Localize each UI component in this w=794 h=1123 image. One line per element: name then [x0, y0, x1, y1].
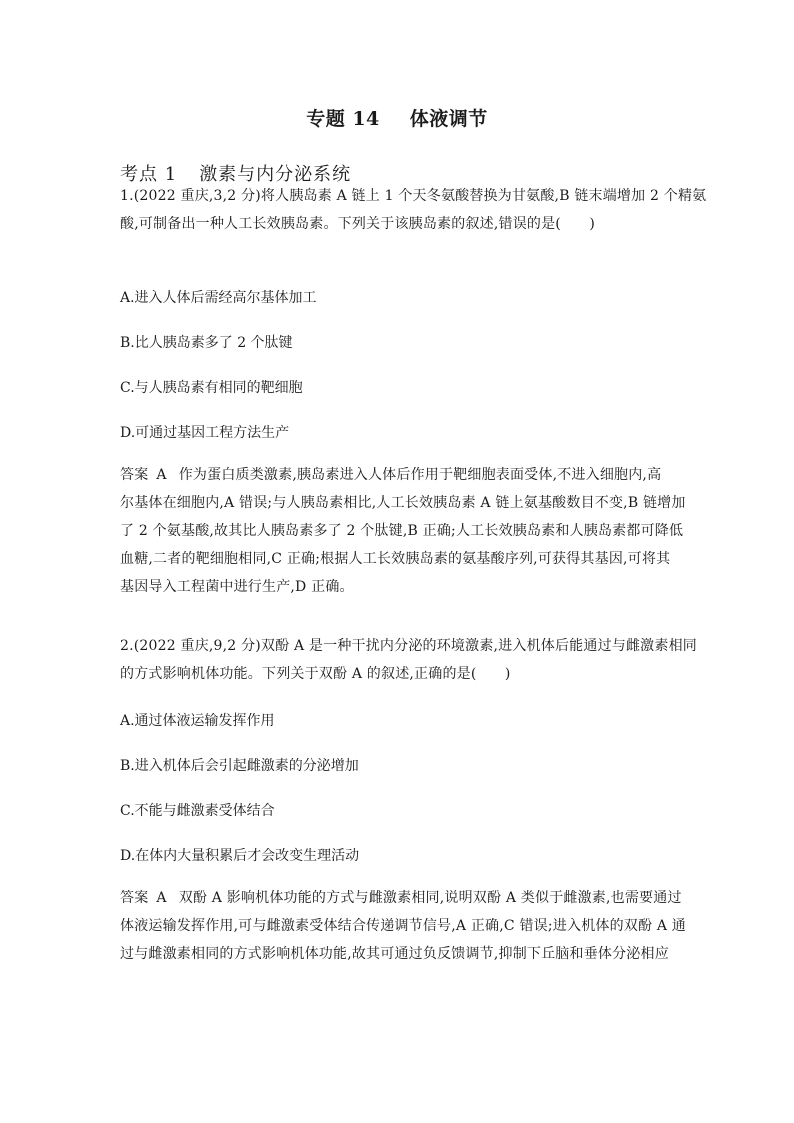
title-topic-name: 体液调节 — [409, 108, 488, 130]
question-2-stem-line: 的方式影响机体功能。下列关于双酚 A 的叙述,正确的是( ) — [120, 666, 511, 682]
answer-letter: A — [156, 890, 167, 906]
question-1-stem — [120, 182, 707, 238]
question-1-option-c: C.与人胰岛素有相同的靶细胞 — [120, 380, 303, 396]
answer-explanation-line: 体液运输发挥作用,可与雌激素受体结合传递调节信号,A 正确,C 错误;进入机体的双酚 A 通 — [120, 918, 686, 934]
question-2-option-b: B.进入机体后会引起雌激素的分泌增加 — [120, 758, 359, 774]
section-name: 激素与内分泌系统 — [199, 164, 352, 185]
question-2-option-d: D.在体内大量积累后才会改变生理活动 — [120, 848, 360, 864]
answer-explanation-line: 了 2 个氨基酸,故其比人胰岛素多了 2 个肽键,B 正确;人工长效胰岛素和人胰岛素都可降低 — [120, 523, 684, 539]
question-2-stem-line: 2.(2022 重庆,9,2 分)双酚 A 是一种干扰内分泌的环境激素,进入机体后能通过与雌激素相同 — [120, 638, 697, 654]
answer-label: 答案 — [120, 890, 149, 906]
question-1-stem-line: 1.(2022 重庆,3,2 分)将人胰岛素 A 链上 1 个天冬氨酸替换为甘氨酸,B 链末端增加 2 个精氨 — [120, 188, 707, 204]
answer-label: 答案 — [120, 467, 149, 483]
question-1-answer — [120, 461, 686, 601]
answer-explanation-line: 尔基体在细胞内,A 错误;与人胰岛素相比,人工长效胰岛素 A 链上氨基酸数目不变,B 链增加 — [120, 495, 686, 511]
question-1-stem-line: 酸,可制备出一种人工长效胰岛素。下列关于该胰岛素的叙述,错误的是( ) — [120, 216, 596, 232]
question-2-option-c: C.不能与雌激素受体结合 — [120, 803, 275, 819]
title-topic-number: 专题 14 — [306, 108, 380, 130]
answer-explanation-line: 双酚 A 影响机体功能的方式与雌激素相同,说明双酚 A 类似于雌激素,也需要通过 — [178, 890, 682, 906]
answer-explanation-line: 过与雌激素相同的方式影响机体功能,故其可通过负反馈调节,抑制下丘脑和垂体分泌相应 — [120, 946, 669, 962]
question-2-stem — [120, 632, 697, 688]
answer-letter: A — [156, 467, 167, 483]
question-2-answer — [120, 884, 686, 968]
section-number: 考点 1 — [120, 164, 178, 185]
question-1-option-d: D.可通过基因工程方法生产 — [120, 425, 290, 441]
answer-explanation-line: 血糖,二者的靶细胞相同,C 正确;根据人工长效胰岛素的氨基酸序列,可获得其基因,可将其 — [120, 551, 671, 567]
answer-explanation-line: 基因导入工程菌中进行生产,D 正确。 — [120, 579, 354, 595]
question-1-option-a: A.进入人体后需经高尔基体加工 — [120, 290, 317, 306]
answer-explanation-line: 作为蛋白质类激素,胰岛素进入人体后作用于靶细胞表面受体,不进入细胞内,高 — [178, 467, 662, 483]
page-title — [0, 104, 794, 131]
question-2-option-a: A.通过体液运输发挥作用 — [120, 713, 275, 729]
question-1-option-b: B.比人胰岛素多了 2 个肽键 — [120, 335, 293, 351]
